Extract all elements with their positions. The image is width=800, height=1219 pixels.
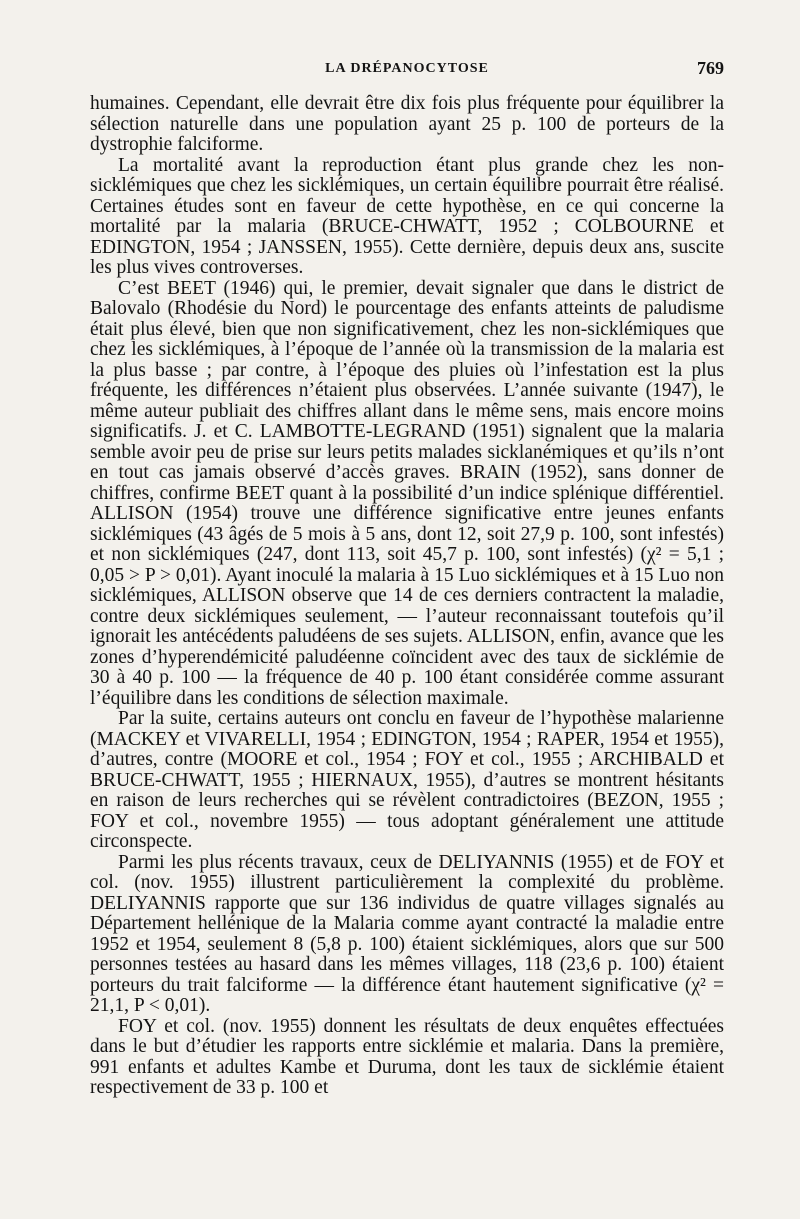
page-header: [90, 58, 724, 86]
body-text: [90, 94, 724, 1099]
paragraph-2: La mortalité avant la reproduction étant plus grande chez les non-sicklémiques que chez les sicklémiques, un certain équilibre pourrait être réalisé. Certaines études sont en faveur de cette hypothèse, en ce qui concerne la mortalité par la malaria (BRUCE-CHWATT, 1952 ; COLBOURNE et EDINGTON, 1954 ; JANSSEN, 1955). Cette dernière, depuis deux ans, suscite les plus vives controverses.: [90, 154, 724, 278]
paragraph-1: humaines. Cependant, elle devrait être dix fois plus fréquente pour équilibrer la sélection naturelle dans une population ayant 25 p. 100 de porteurs de la dystrophie falciforme.: [90, 93, 724, 155]
paragraph-4: Par la suite, certains auteurs ont conclu en faveur de l’hypothèse malarienne (MACKEY et VIVARELLI, 1954 ; EDINGTON, 1954 ; RAPER, 1954 et 1955), d’autres, contre (MOORE et col., 1954 ; FOY et col., 1955 ; ARCHIBALD et BRUCE-CHWATT, 1955 ; HIERNAUX, 1955), d’autres se montrent hésitants en raison de leurs recherches qui se révèlent contradictoires (BEZON, 1955 ; FOY et col., novembre 1955) — tous adoptant généralement une attitude circonspecte.: [90, 708, 724, 852]
paragraph-6: FOY et col. (nov. 1955) donnent les résultats de deux enquêtes effectuées dans le but d’étudier les rapports entre sicklémie et malaria. Dans la première, 991 enfants et adultes Kambe et Duruma, dont les taux de sicklémie étaient respectivement de 33 p. 100 et: [90, 1015, 724, 1098]
running-title: LA DRÉPANOCYTOSE: [325, 61, 489, 76]
page-number: 769: [697, 58, 724, 78]
paragraph-3: C’est BEET (1946) qui, le premier, devait signaler que dans le district de Balovalo (Rhodésie du Nord) le pourcentage des enfants atteints de paludisme était plus élevé, bien que non significativement, chez les non-sicklémiques que chez les sicklémiques, à l’époque de l’année où la transmission de la malaria est la plus basse ; par contre, à l’époque des pluies où l’infestation est la plus fréquente, les différences n’étaient plus observées. L’année suivante (1947), le même auteur publiait des chiffres allant dans le même sens, mais encore moins significatifs. J. et C. LAMBOTTE-LEGRAND (1951) signalent que la malaria semble avoir peu de prise sur leurs petits malades sicklanémiques et qu’ils n’ont en tout cas jamais observé d’accès graves. BRAIN (1952), sans donner de chiffres, confirme BEET quant à la possibilité d’un indice splénique différentiel. ALLISON (1954) trouve une différence significative entre jeunes enfants sicklémiques (43 âgés de 5 mois à 5 ans, dont 12, soit 27,9 p. 100, sont infestés) et non sicklémiques (247, dont 113, soit 45,7 p. 100, sont infestés) (χ² = 5,1 ; 0,05 > P > 0,01). Ayant inoculé la malaria à 15 Luo sicklémiques et à 15 Luo non sicklémiques, ALLISON observe que 14 de ces derniers contractent la maladie, contre deux sicklémiques seulement, — l’auteur reconnaissant toutefois qu’il ignorait les antécédents paludéens de ses sujets. ALLISON, enfin, avance que les zones d’hyperendémicité paludéenne coïncident avec des taux de sicklémie de 30 à 40 p. 100 — la fréquence de 40 p. 100 étant considérée comme assurant l’équilibre dans les conditions de sélection maximale.: [90, 277, 724, 709]
paragraph-5: Parmi les plus récents travaux, ceux de DELIYANNIS (1955) et de FOY et col. (nov. 1955) illustrent particulièrement la complexité du problème. DELIYANNIS rapporte que sur 136 individus de quatre villages signalés au Département hellénique de la Malaria comme ayant contracté la maladie entre 1952 et 1954, seulement 8 (5,8 p. 100) étaient sicklémiques, alors que sur 500 personnes testées au hasard dans les mêmes villages, 118 (23,6 p. 100) étaient porteurs du trait falciforme — la différence étant hautement significative (χ² = 21,1, P < 0,01).: [90, 851, 724, 1016]
